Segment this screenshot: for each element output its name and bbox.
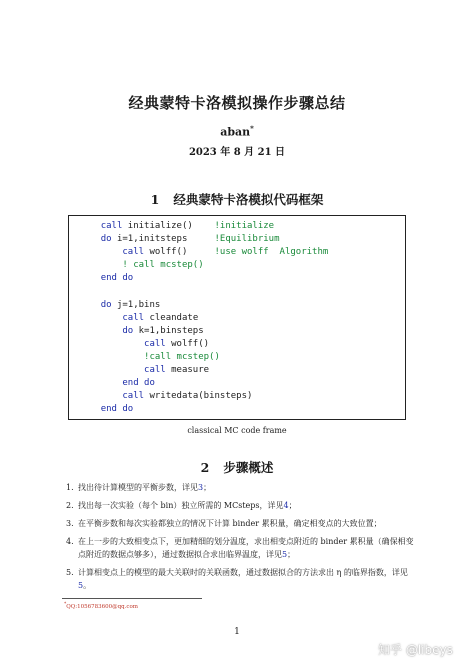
step-number: 5. bbox=[66, 568, 74, 578]
code-caption: classical MC code frame bbox=[187, 426, 287, 435]
document-date: 2023 年 8 月 21 日 bbox=[188, 147, 286, 158]
step-punctuation: ； bbox=[288, 501, 297, 511]
step-item bbox=[66, 567, 416, 593]
step-number: 2. bbox=[66, 501, 74, 511]
section-2-heading bbox=[0, 458, 474, 476]
code-text bbox=[79, 326, 122, 336]
code-keyword: call bbox=[122, 247, 145, 258]
code-text bbox=[79, 352, 144, 362]
code-line bbox=[79, 390, 328, 403]
step-reference-link[interactable]: 3 bbox=[198, 483, 204, 492]
code-comment: !initialize bbox=[192, 221, 275, 231]
code-line bbox=[79, 272, 328, 285]
footnote-divider bbox=[62, 598, 202, 599]
page-number: 1 bbox=[234, 627, 240, 637]
section-1-title: 经典蒙特卡洛模拟代码框架 bbox=[173, 192, 324, 207]
code-comment: !Equilibrium bbox=[187, 234, 280, 245]
footnote-email-link[interactable]: QQ:1056783600@qq.com bbox=[66, 603, 139, 610]
code-line bbox=[79, 325, 328, 338]
code-text: initialize() bbox=[122, 221, 193, 231]
step-reference-link[interactable]: 5 bbox=[282, 550, 288, 560]
step-item bbox=[66, 500, 416, 513]
code-text bbox=[79, 234, 101, 244]
code-keyword: call bbox=[122, 312, 145, 323]
code-text bbox=[79, 300, 101, 310]
code-comment: ! call mcstep() bbox=[122, 260, 204, 271]
code-text bbox=[79, 247, 122, 257]
code-text bbox=[79, 260, 122, 270]
code-comment: !use wolff Algorithm bbox=[187, 247, 329, 258]
code-text bbox=[79, 404, 101, 414]
step-punctuation: ； bbox=[203, 483, 212, 492]
code-text: writedata(binsteps) bbox=[144, 391, 253, 402]
step-item bbox=[66, 482, 416, 495]
step-text: 找出每一次实验（每个 bin）独立所需的 MCsteps，详见 bbox=[78, 501, 284, 511]
step-number: 1. bbox=[66, 483, 74, 492]
code-text bbox=[79, 339, 144, 349]
code-text bbox=[79, 378, 122, 388]
code-line bbox=[79, 259, 328, 272]
step-punctuation: 。 bbox=[83, 580, 92, 590]
code-text: wolff() bbox=[165, 338, 210, 349]
code-line bbox=[79, 364, 328, 377]
author-footnote-mark[interactable]: * bbox=[250, 124, 254, 133]
step-reference-link[interactable]: 4 bbox=[283, 501, 289, 511]
footnote-mark: * bbox=[64, 602, 67, 607]
section-1-heading bbox=[0, 190, 474, 208]
code-line bbox=[79, 246, 328, 259]
code-line bbox=[79, 299, 328, 312]
code-keyword: call bbox=[144, 365, 166, 376]
code-line bbox=[79, 403, 328, 416]
code-text: measure bbox=[165, 365, 210, 376]
step-text: 在上一步的大致相变点下，更加精细的划分温度，求出相变点附近的 binder 累积量（确保相变点附近的数据点够多），通过数据拟合求出临界温度，详见 bbox=[78, 537, 414, 560]
code-line bbox=[79, 377, 328, 390]
section-2-title: 步骤概述 bbox=[223, 460, 274, 475]
author-name: aban bbox=[220, 125, 251, 139]
step-text: 找出待计算模型的平衡步数，详见 bbox=[78, 483, 198, 492]
section-2-number: 2 bbox=[200, 460, 210, 475]
code-keyword: end do bbox=[100, 404, 134, 415]
steps-list bbox=[66, 482, 416, 598]
code-line bbox=[79, 351, 328, 364]
code-listing-box bbox=[68, 215, 406, 420]
code-keyword: call bbox=[144, 338, 166, 349]
code-line bbox=[79, 220, 328, 233]
code-keyword: call bbox=[122, 391, 145, 402]
step-reference-link[interactable]: 5 bbox=[78, 580, 84, 590]
watermark: 知乎 @libeys bbox=[378, 643, 453, 657]
step-text: 计算相变点上的模型的最大关联时的关联函数，通过数据拟合的方法求出 η 的临界指数，详见 bbox=[78, 568, 408, 578]
code-listing bbox=[79, 220, 328, 416]
code-text bbox=[79, 273, 101, 283]
code-text bbox=[79, 365, 144, 375]
code-line bbox=[79, 338, 328, 351]
step-punctuation: ； bbox=[287, 550, 296, 560]
code-keyword: do bbox=[100, 234, 112, 245]
footnote bbox=[64, 602, 138, 610]
step-text: 在平衡步数和每次实验都独立的情况下计算 binder 累积量，确定相变点的大致位置； bbox=[78, 519, 382, 529]
code-keyword: call bbox=[100, 221, 123, 231]
code-keyword: do bbox=[122, 325, 134, 336]
code-text: k=1,binsteps bbox=[133, 325, 204, 336]
code-line bbox=[79, 285, 328, 298]
step-number: 4. bbox=[66, 537, 74, 547]
code-keyword: do bbox=[100, 299, 112, 310]
code-text bbox=[79, 391, 122, 401]
section-1-number: 1 bbox=[150, 192, 160, 207]
step-item bbox=[66, 518, 416, 531]
code-text bbox=[79, 221, 101, 231]
author-line bbox=[0, 124, 474, 139]
step-item bbox=[66, 536, 416, 562]
code-text: i=1,initsteps bbox=[111, 234, 188, 245]
code-line bbox=[79, 233, 328, 246]
document-title: 经典蒙特卡洛模拟操作步骤总结 bbox=[128, 94, 346, 112]
code-text: wolff() bbox=[144, 247, 188, 258]
code-line bbox=[79, 312, 328, 325]
code-comment: !call mcstep() bbox=[144, 351, 220, 362]
code-keyword: end do bbox=[122, 378, 155, 389]
code-text: cleandate bbox=[144, 312, 199, 323]
code-text: j=1,bins bbox=[111, 299, 161, 310]
code-text bbox=[79, 313, 122, 323]
step-number: 3. bbox=[66, 519, 74, 529]
code-keyword: end do bbox=[100, 273, 134, 284]
